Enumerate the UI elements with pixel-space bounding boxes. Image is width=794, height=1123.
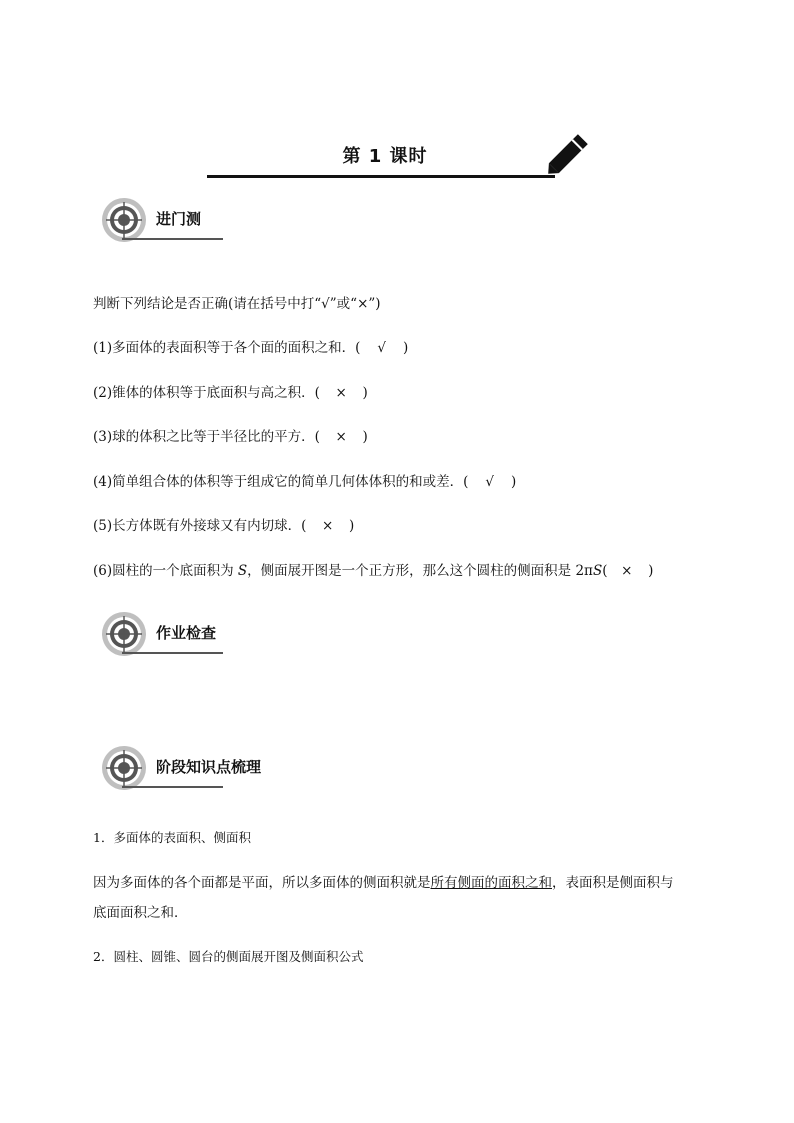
quiz-item-text: (3)球的体积之比等于半径比的平方．(: [93, 429, 320, 445]
section-title: 进门测: [156, 210, 202, 228]
target-icon: [100, 744, 148, 792]
section-title: 阶段知识点梳理: [156, 758, 262, 776]
section-knowledge-review: [100, 744, 262, 794]
knowledge-paragraph-cont: 底面面积之和．: [93, 905, 188, 921]
quiz-item-text: (1)多面体的表面积等于各个面的面积之和．(: [93, 340, 361, 356]
section-homework-check: [100, 610, 230, 660]
quiz-item-mark: ×: [621, 563, 633, 579]
knowledge-heading-1: 1．多面体的表面积、侧面积: [93, 830, 251, 845]
quiz-item-mark: √: [377, 340, 386, 356]
quiz-item-text: (4)简单组合体的体积等于组成它的简单几何体体积的和或差．(: [93, 474, 469, 490]
underlined-answer: 所有侧面的面积之和: [430, 875, 552, 891]
quiz-item-mark: √: [485, 474, 494, 490]
quiz-instruction: 判断下列结论是否正确(请在括号中打“√”或“×”): [93, 296, 381, 312]
quiz-item-close: ): [510, 474, 517, 490]
section-title: 作业检查: [156, 624, 217, 642]
knowledge-paragraph: [93, 874, 674, 892]
formula-coefficient: 2π: [575, 563, 593, 579]
quiz-item-close: ): [402, 340, 409, 356]
quiz-item-close: ): [648, 563, 654, 579]
quiz-item-text: ，侧面展开图是一个正方形，那么这个圆柱的侧面积是: [247, 563, 576, 579]
quiz-item-mark: ×: [322, 518, 334, 534]
quiz-item: [93, 517, 354, 535]
quiz-item-text: (2)锥体的体积等于底面积与高之积．(: [93, 385, 320, 401]
quiz-item-close: ): [362, 429, 368, 445]
knowledge-heading-2: 2．圆柱、圆锥、圆台的侧面展开图及侧面积公式: [93, 949, 364, 964]
target-icon: [100, 196, 148, 244]
quiz-item: [93, 562, 653, 580]
quiz-item-text: (5)长方体既有外接球又有内切球．(: [93, 518, 307, 534]
section-underline: [122, 786, 223, 788]
variable-s: S: [237, 563, 248, 579]
title-underline: [207, 175, 555, 178]
quiz-item: [93, 473, 516, 491]
target-icon: [100, 610, 148, 658]
paragraph-text: ，表面积是侧面积与: [552, 875, 674, 891]
quiz-item-text: (6)圆柱的一个底面积为: [93, 563, 238, 579]
quiz-item: [93, 384, 368, 402]
quiz-item-open: (: [602, 563, 608, 579]
paragraph-text: 因为多面体的各个面都是平面，所以多面体的侧面积就是: [93, 875, 431, 891]
quiz-item-close: ): [348, 518, 355, 534]
lesson-title: 第 1 课时: [342, 146, 428, 167]
section-underline: [122, 652, 223, 654]
quiz-item-mark: ×: [335, 385, 347, 401]
quiz-item: [93, 428, 368, 446]
formula-variable: S: [592, 563, 603, 579]
pencil-icon: [540, 126, 596, 182]
quiz-item-mark: ×: [335, 429, 347, 445]
section-underline: [122, 238, 223, 240]
section-entry-test: [100, 196, 230, 246]
quiz-item-close: ): [362, 385, 368, 401]
quiz-item: [93, 339, 408, 357]
